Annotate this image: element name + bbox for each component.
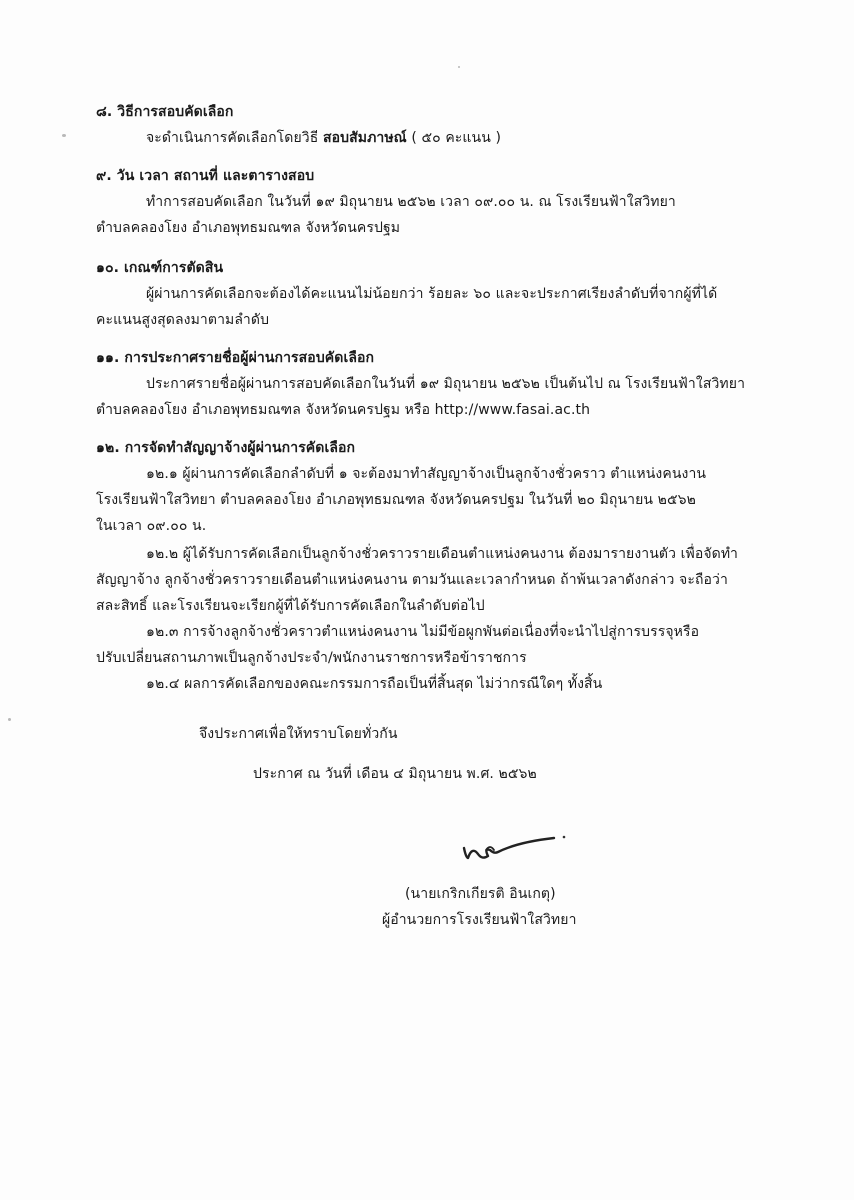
section-11-heading: ๑๑. การประกาศรายชื่อผู้ผ่านการสอบคัดเลือก	[96, 350, 375, 366]
section-8-body-prefix: จะดำเนินการคัดเลือกโดยวิธี	[146, 130, 319, 146]
section-10-line-2: คะแนนสูงสุดลงมาตามลำดับ	[96, 312, 270, 328]
handwritten-signature	[458, 828, 570, 868]
section-8-heading: ๘. วิธีการสอบคัดเลือก	[96, 104, 234, 120]
scan-speck	[62, 134, 66, 137]
section-9-heading: ๙. วัน เวลา สถานที่ และตารางสอบ	[96, 168, 315, 184]
section-12-1-line-2: โรงเรียนฟ้าใสวิทยา ตำบลคลองโยง อำเภอพุทธมณฑล จังหวัดนครปฐม ในวันที่ ๒๐ มิถุนายน ๒๕๖๒	[96, 492, 696, 508]
section-12-1-line-3: ในเวลา ๐๙.๐๐ น.	[96, 518, 207, 534]
section-12-3-line-1: ๑๒.๓ การจ้างลูกจ้างชั่วคราวตำแหน่งคนงาน ไม่มีข้อผูกพันต่อเนื่องที่จะนำไปสู่การบรรจุหรือ	[146, 624, 700, 640]
section-10-line-1: ผู้ผ่านการคัดเลือกจะต้องได้คะแนนไม่น้อยกว่า ร้อยละ ๖๐ และจะประกาศเรียงลำดับที่จากผู้ที่ได้	[146, 286, 718, 302]
section-8-body	[146, 129, 501, 147]
section-12-heading: ๑๒. การจัดทำสัญญาจ้างผู้ผ่านการคัดเลือก	[96, 440, 356, 456]
section-9-line-1: ทำการสอบคัดเลือก ในวันที่ ๑๙ มิถุนายน ๒๕๖๒ เวลา ๐๙.๐๐ น. ณ โรงเรียนฟ้าใสวิทยา	[146, 194, 676, 210]
scan-speck	[458, 66, 460, 68]
signatory-name: (นายเกริกเกียรติ อินเกตุ)	[405, 886, 556, 902]
scan-speck	[8, 718, 11, 721]
section-12-2-line-2: สัญญาจ้าง ลูกจ้างชั่วคราวรายเดือนตำแหน่งคนงาน ตามวันและเวลากำหนด ถ้าพ้นเวลาดังกล่าว จะถือว่า	[96, 572, 728, 588]
section-12-2-line-3: สละสิทธิ์ และโรงเรียนจะเรียกผู้ที่ได้รับการคัดเลือกในลำดับต่อไป	[96, 598, 485, 614]
section-11-line-2: ตำบลคลองโยง อำเภอพุทธมณฑล จังหวัดนครปฐม หรือ http://www.fasai.ac.th	[96, 402, 591, 418]
signatory-position: ผู้อำนวยการโรงเรียนฟ้าใสวิทยา	[382, 912, 577, 928]
section-9-line-2: ตำบลคลองโยง อำเภอพุทธมณฑล จังหวัดนครปฐม	[96, 220, 401, 236]
section-12-2-line-1: ๑๒.๒ ผู้ได้รับการคัดเลือกเป็นลูกจ้างชั่วคราวรายเดือนตำแหน่งคนงาน ต้องมารายงานตัว เพื่อจัดทำ	[146, 546, 739, 562]
closing-date-line: ประกาศ ณ วันที่ เดือน ๔ มิถุนายน พ.ศ. ๒๕๖๒	[253, 766, 537, 782]
section-11-line-1: ประกาศรายชื่อผู้ผ่านการสอบคัดเลือกในวันที่ ๑๙ มิถุนายน ๒๕๖๒ เป็นต้นไป ณ โรงเรียนฟ้าใสวิทยา	[146, 376, 746, 392]
section-8-score: ( ๕๐ คะแนน )	[411, 130, 502, 146]
section-12-3-line-2: ปรับเปลี่ยนสถานภาพเป็นลูกจ้างประจำ/พนักงานราชการหรือข้าราชการ	[96, 650, 527, 666]
section-8-method: สอบสัมภาษณ์	[322, 130, 407, 146]
section-10-heading: ๑๐. เกณฑ์การตัดสิน	[96, 260, 224, 276]
closing-announce: จึงประกาศเพื่อให้ทราบโดยทั่วกัน	[199, 726, 398, 742]
section-12-4-line-1: ๑๒.๔ ผลการคัดเลือกของคณะกรรมการถือเป็นที่สิ้นสุด ไม่ว่ากรณีใดๆ ทั้งสิ้น	[146, 676, 603, 692]
section-12-1-line-1: ๑๒.๑ ผู้ผ่านการคัดเลือกลำดับที่ ๑ จะต้องมาทำสัญญาจ้างเป็นลูกจ้างชั่วคราว ตำแหน่งคนงาน	[146, 466, 707, 482]
